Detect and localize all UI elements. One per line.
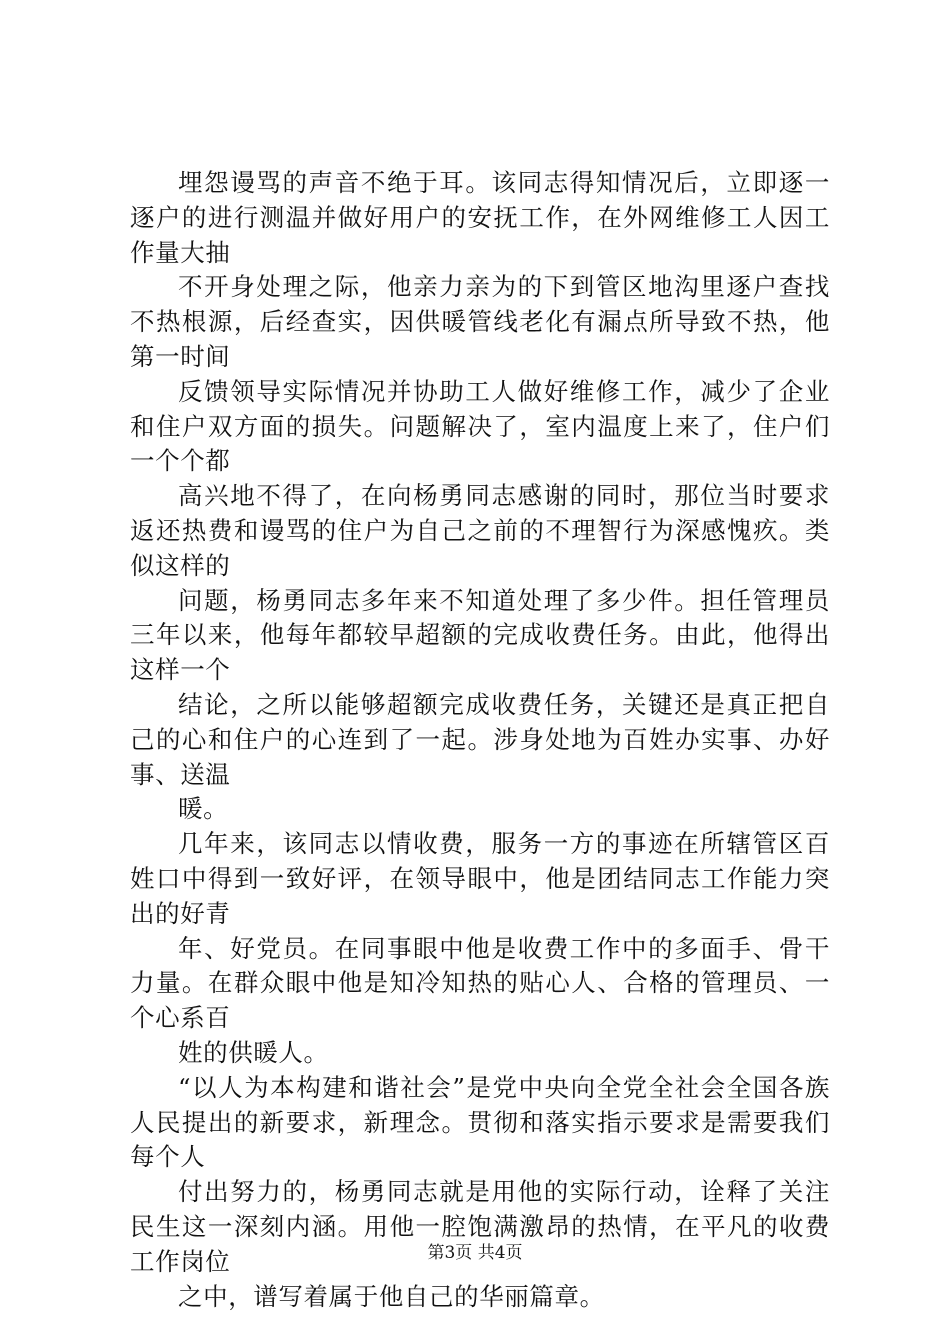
document-body [130, 166, 830, 1314]
paragraph-9: 年、好党员。在同事眼中他是收费工作中的多面手、骨干力量。在群众眼中他是知冷知热的贴心人、合格的管理员、一个心系百 [130, 933, 830, 1033]
paragraph-1: 埋怨谩骂的声音不绝于耳。该同志得知情况后，立即逐一逐户的进行测温并做好用户的安抚工作，在外网维修工人因工作量大抽 [130, 168, 830, 267]
paragraph-3: 反馈领导实际情况并协助工人做好维修工作，减少了企业和住户双方面的损失。问题解决了，室内温度上来了，住户们一个个都 [130, 376, 830, 476]
paragraph-11: “以人为本构建和谐社会”是党中央向全党全社会全国各族人民提出的新要求，新理念。贯彻和落实指示要求是需要我们每个人 [130, 1072, 830, 1172]
page-footer [0, 1238, 950, 1263]
paragraph-10: 姓的供暖人。 [178, 1037, 329, 1067]
paragraph-13: 之中，谱写着属于他自己的华丽篇章。 [178, 1281, 605, 1311]
paragraph-4: 高兴地不得了，在向杨勇同志感谢的同时，那位当时要求返还热费和谩骂的住户为自己之前的不理智行为深感愧疚。类似这样的 [130, 481, 830, 580]
paragraph-8: 几年来，该同志以情收费，服务一方的事迹在所辖管区百姓口中得到一致好评，在领导眼中，他是团结同志工作能力突出的好青 [130, 829, 830, 928]
paragraph-2: 不开身处理之际，他亲力亲为的下到管区地沟里逐户查找不热根源，后经查实，因供暖管线老化有漏点所导致不热，他第一时间 [130, 272, 830, 371]
paragraph-5: 问题，杨勇同志多年来不知道处理了多少件。担任管理员三年以来，他每年都较早超额的完成收费任务。由此，他得出这样一个 [130, 585, 830, 685]
paragraph-7: 暖。 [178, 794, 229, 824]
paragraph-6: 结论，之所以能够超额完成收费任务，关键还是真正把自己的心和住户的心连到了一起。涉身处地为百姓办实事、办好事、送温 [130, 689, 830, 789]
page-number-label: 第3页 共4页 [427, 1243, 523, 1263]
paragraph-12: 付出努力的，杨勇同志就是用他的实际行动，诠释了关注民生这一深刻内涵。用他一腔饱满激昂的热情，在平凡的收费工作岗位 [130, 1177, 830, 1276]
